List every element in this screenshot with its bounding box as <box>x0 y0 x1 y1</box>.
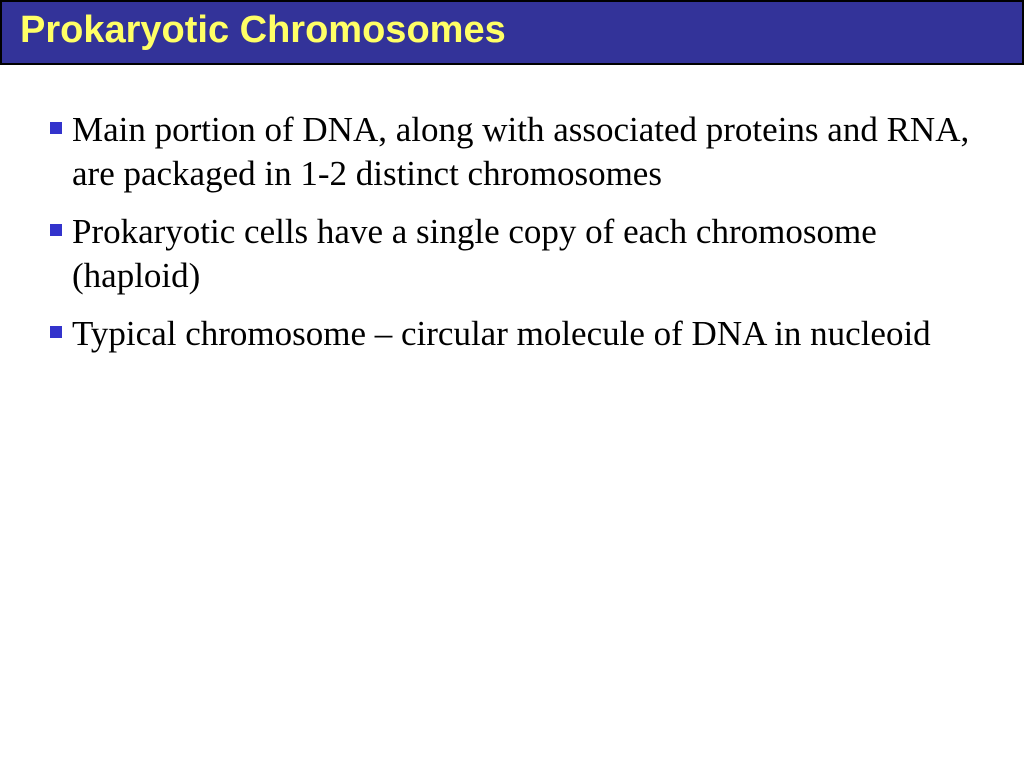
slide-title: Prokaryotic Chromosomes <box>20 9 506 51</box>
square-bullet-icon <box>50 224 62 236</box>
bullet-list <box>48 108 988 370</box>
bullet-text: Prokaryotic cells have a single copy of each chromosome (haploid) <box>72 212 877 295</box>
bullet-text: Main portion of DNA, along with associated proteins and RNA, are packaged in 1-2 distinct chromosomes <box>72 110 970 193</box>
square-bullet-icon <box>50 122 62 134</box>
bullet-text: Typical chromosome – circular molecule of DNA in nucleoid <box>72 314 931 353</box>
title-bar <box>0 0 1024 65</box>
bullet-item <box>48 210 988 298</box>
square-bullet-icon <box>50 326 62 338</box>
bullet-item <box>48 108 988 196</box>
bullet-item <box>48 312 988 356</box>
